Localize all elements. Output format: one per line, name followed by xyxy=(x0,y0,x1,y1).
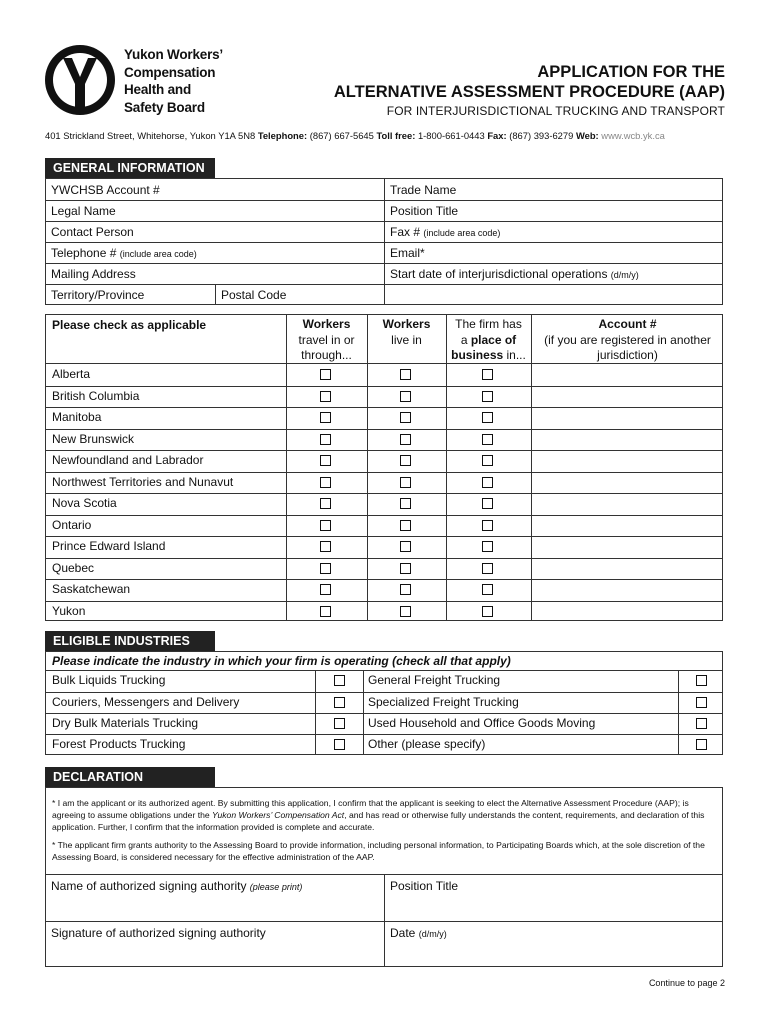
email-field[interactable]: Email* xyxy=(390,246,425,260)
province-label: Ontario xyxy=(52,517,92,532)
place-of-business-checkbox[interactable] xyxy=(482,477,493,488)
place-of-business-checkbox[interactable] xyxy=(482,563,493,574)
travel-through-checkbox[interactable] xyxy=(320,563,331,574)
col4-line: (if you are registered in another xyxy=(544,332,711,347)
position-title-field[interactable]: Position Title xyxy=(390,204,459,218)
industry-label: Specialized Freight Trucking xyxy=(368,695,519,709)
date-field-note: (d/m/y) xyxy=(418,929,447,939)
col2-line: live in xyxy=(391,332,422,347)
industry-label: Other (please specify) xyxy=(368,737,486,751)
province-label: Yukon xyxy=(52,603,86,618)
live-in-checkbox[interactable] xyxy=(400,498,411,509)
declaration-paragraph-2: * The applicant firm grants authority to the Assessing Board to provide information, including personal information, to Participating Boards which, at the sole discretion of the Assessing Board, is considered necessary for the effective administration of the AAP. xyxy=(52,839,705,862)
col1-heading: Workers xyxy=(302,317,351,331)
industry-checkbox[interactable] xyxy=(334,718,345,729)
col-account-number xyxy=(531,317,724,364)
account-number-input[interactable] xyxy=(532,536,722,557)
col-live-in xyxy=(367,317,446,348)
section-declaration: DECLARATION xyxy=(45,767,215,787)
account-number-input[interactable] xyxy=(532,472,722,493)
travel-through-checkbox[interactable] xyxy=(320,455,331,466)
place-of-business-checkbox[interactable] xyxy=(482,498,493,509)
account-number-input[interactable] xyxy=(532,493,722,514)
fax-field-label: Fax # xyxy=(390,225,421,239)
live-in-checkbox[interactable] xyxy=(400,563,411,574)
form-subtitle: FOR INTERJURISDICTIONAL TRUCKING AND TRANSPORT xyxy=(386,104,725,118)
contact-person-field[interactable]: Contact Person xyxy=(51,225,134,239)
industry-checkbox[interactable] xyxy=(334,675,345,686)
col3-text: a xyxy=(460,332,471,347)
yukon-wchsb-logo xyxy=(44,44,116,116)
telephone-field[interactable] xyxy=(46,243,202,263)
web-label: Web: xyxy=(575,130,599,141)
province-label: Northwest Territories and Nunavut xyxy=(52,474,234,489)
col2-heading: Workers xyxy=(382,317,431,331)
place-of-business-checkbox[interactable] xyxy=(482,606,493,617)
account-number-input[interactable] xyxy=(532,407,722,428)
travel-through-checkbox[interactable] xyxy=(320,606,331,617)
col3-line: The firm has xyxy=(455,317,522,331)
postal-code-field[interactable]: Postal Code xyxy=(221,288,287,302)
travel-through-checkbox[interactable] xyxy=(320,498,331,509)
contact-line xyxy=(45,130,665,141)
industry-checkbox[interactable] xyxy=(696,718,707,729)
legal-name-field[interactable]: Legal Name xyxy=(51,204,116,218)
trade-name-field[interactable]: Trade Name xyxy=(390,183,457,197)
live-in-checkbox[interactable] xyxy=(400,412,411,423)
account-number-input[interactable] xyxy=(532,364,722,385)
mailing-address-field[interactable]: Mailing Address xyxy=(51,267,136,281)
org-line: Yukon Workers’ xyxy=(124,47,223,62)
account-number-input[interactable] xyxy=(532,429,722,450)
col3-bold: place of xyxy=(470,332,517,347)
industries-grid xyxy=(45,651,723,755)
industry-checkbox[interactable] xyxy=(696,697,707,708)
live-in-checkbox[interactable] xyxy=(400,477,411,488)
territory-province-field[interactable]: Territory/Province xyxy=(51,288,145,302)
account-number-input[interactable] xyxy=(532,450,722,471)
province-label: Prince Edward Island xyxy=(52,539,166,553)
signature-date-field[interactable] xyxy=(385,923,452,943)
name-field-note: (please print) xyxy=(249,882,303,892)
province-label: British Columbia xyxy=(52,388,140,403)
place-of-business-checkbox[interactable] xyxy=(482,412,493,423)
account-number-input[interactable] xyxy=(532,515,722,536)
industry-checkbox[interactable] xyxy=(334,697,345,708)
signature-field[interactable]: Signature of authorized signing authority xyxy=(51,926,266,940)
declaration-paragraph-1 xyxy=(46,797,722,834)
industry-label: General Freight Trucking xyxy=(368,673,501,687)
travel-through-checkbox[interactable] xyxy=(320,391,331,402)
account-number-input[interactable] xyxy=(532,601,722,622)
province-label: Newfoundland and Labrador xyxy=(52,453,204,467)
fax-label: Fax: xyxy=(487,130,507,141)
province-label: Saskatchewan xyxy=(52,582,131,596)
province-label: Nova Scotia xyxy=(52,496,117,510)
tollfree-label: Toll free: xyxy=(376,130,416,141)
decl-act-name: Yukon Workers’ Compensation Act xyxy=(212,810,345,821)
jurisdictions-table xyxy=(45,314,723,621)
start-date-note: (d/m/y) xyxy=(610,270,639,280)
date-field-label: Date xyxy=(390,926,416,940)
check-applicable-label: Please check as applicable xyxy=(52,318,207,332)
section-general-information: GENERAL INFORMATION xyxy=(45,158,215,178)
province-label: Alberta xyxy=(52,367,91,381)
continue-note: Continue to page 2 xyxy=(648,978,725,988)
fax-field[interactable] xyxy=(385,222,505,242)
place-of-business-checkbox[interactable] xyxy=(482,434,493,445)
live-in-checkbox[interactable] xyxy=(400,520,411,531)
col4-heading: Account # xyxy=(598,317,657,331)
place-of-business-checkbox[interactable] xyxy=(482,584,493,595)
industry-checkbox[interactable] xyxy=(696,739,707,750)
travel-through-checkbox[interactable] xyxy=(320,520,331,531)
travel-through-checkbox[interactable] xyxy=(320,584,331,595)
industry-label: Dry Bulk Materials Trucking xyxy=(52,716,199,730)
travel-through-checkbox[interactable] xyxy=(320,541,331,552)
place-of-business-checkbox[interactable] xyxy=(482,520,493,531)
live-in-checkbox[interactable] xyxy=(400,369,411,380)
start-date-label: Start date of interjurisdictional operations xyxy=(390,267,608,281)
section-eligible-industries: ELIGIBLE INDUSTRIES xyxy=(45,631,215,651)
decl-text: , and has read or otherwise fully understands the content, requirements, and declaration of this application. Further, I confirm that the information provided is complete and accurate. xyxy=(52,810,705,833)
org-line: Compensation xyxy=(124,64,216,80)
col4-line: jurisdiction) xyxy=(597,348,658,362)
industries-instruction: Please indicate the industry in which your firm is operating (check all that apply) xyxy=(52,654,511,668)
col3-text: in... xyxy=(503,348,526,362)
signing-authority-name-field[interactable] xyxy=(46,876,307,896)
signing-position-title-field[interactable]: Position Title xyxy=(390,879,459,893)
telephone-field-note: (include area code) xyxy=(119,249,197,259)
telephone-label: Telephone: xyxy=(257,130,308,141)
industry-checkbox[interactable] xyxy=(334,739,345,750)
live-in-checkbox[interactable] xyxy=(400,584,411,595)
title-line-1: APPLICATION FOR THE xyxy=(537,63,725,81)
street-address: 401 Strickland Street, Whitehorse, Yukon Y1A 5N8 xyxy=(45,130,256,141)
place-of-business-checkbox[interactable] xyxy=(482,541,493,552)
industry-label: Forest Products Trucking xyxy=(52,737,186,751)
start-date-field[interactable] xyxy=(385,264,644,284)
travel-through-checkbox[interactable] xyxy=(320,369,331,380)
general-info-grid xyxy=(45,178,723,305)
place-of-business-checkbox[interactable] xyxy=(482,369,493,380)
industry-label: Used Household and Office Goods Moving xyxy=(368,716,596,730)
province-label: New Brunswick xyxy=(52,431,135,446)
travel-through-checkbox[interactable] xyxy=(320,477,331,488)
col1-line: travel in or xyxy=(298,332,355,347)
live-in-checkbox[interactable] xyxy=(400,455,411,466)
province-label: Quebec xyxy=(52,560,95,575)
place-of-business-checkbox[interactable] xyxy=(482,455,493,466)
travel-through-checkbox[interactable] xyxy=(320,412,331,423)
org-line: Safety Board xyxy=(124,99,205,115)
fax-field-note: (include area code) xyxy=(423,228,501,238)
fax-number: (867) 393-6279 xyxy=(509,130,574,141)
travel-through-checkbox[interactable] xyxy=(320,434,331,445)
account-field[interactable]: YWCHSB Account # xyxy=(51,183,160,197)
place-of-business-checkbox[interactable] xyxy=(482,391,493,402)
industry-checkbox[interactable] xyxy=(696,675,707,686)
province-label: Manitoba xyxy=(52,410,102,424)
name-field-label: Name of authorized signing authority xyxy=(51,879,247,893)
telephone-field-label: Telephone # xyxy=(51,246,117,260)
decl-text: * I am the applicant or its authorized agent. By submitting this application, I confirm that the applicant is seeking to elect the Alternative Assessment Procedure (AAP); is agreeing to assume obligations under the xyxy=(52,798,689,821)
web-link[interactable]: www.wcb.yk.ca xyxy=(601,130,665,141)
account-number-input[interactable] xyxy=(532,386,722,407)
live-in-checkbox[interactable] xyxy=(400,434,411,445)
col-travel-through xyxy=(286,317,367,364)
account-number-input[interactable] xyxy=(532,558,722,579)
col1-line: through... xyxy=(301,348,352,362)
title-line-2: ALTERNATIVE ASSESSMENT PROCEDURE (AAP) xyxy=(333,83,725,101)
col-place-of-business xyxy=(446,317,531,364)
live-in-checkbox[interactable] xyxy=(400,606,411,617)
tollfree-number: 1-800-661-0443 xyxy=(417,130,485,141)
account-number-input[interactable] xyxy=(532,579,722,600)
industry-label: Couriers, Messengers and Delivery xyxy=(52,695,240,709)
org-line: Health and xyxy=(124,82,192,97)
col3-bold: business xyxy=(451,348,504,362)
organization-name xyxy=(124,46,223,116)
live-in-checkbox[interactable] xyxy=(400,541,411,552)
declaration-box xyxy=(45,787,723,967)
form-title xyxy=(334,62,725,102)
industry-label: Bulk Liquids Trucking xyxy=(52,673,166,687)
live-in-checkbox[interactable] xyxy=(400,391,411,402)
telephone-number: (867) 667-5645 xyxy=(309,130,374,141)
